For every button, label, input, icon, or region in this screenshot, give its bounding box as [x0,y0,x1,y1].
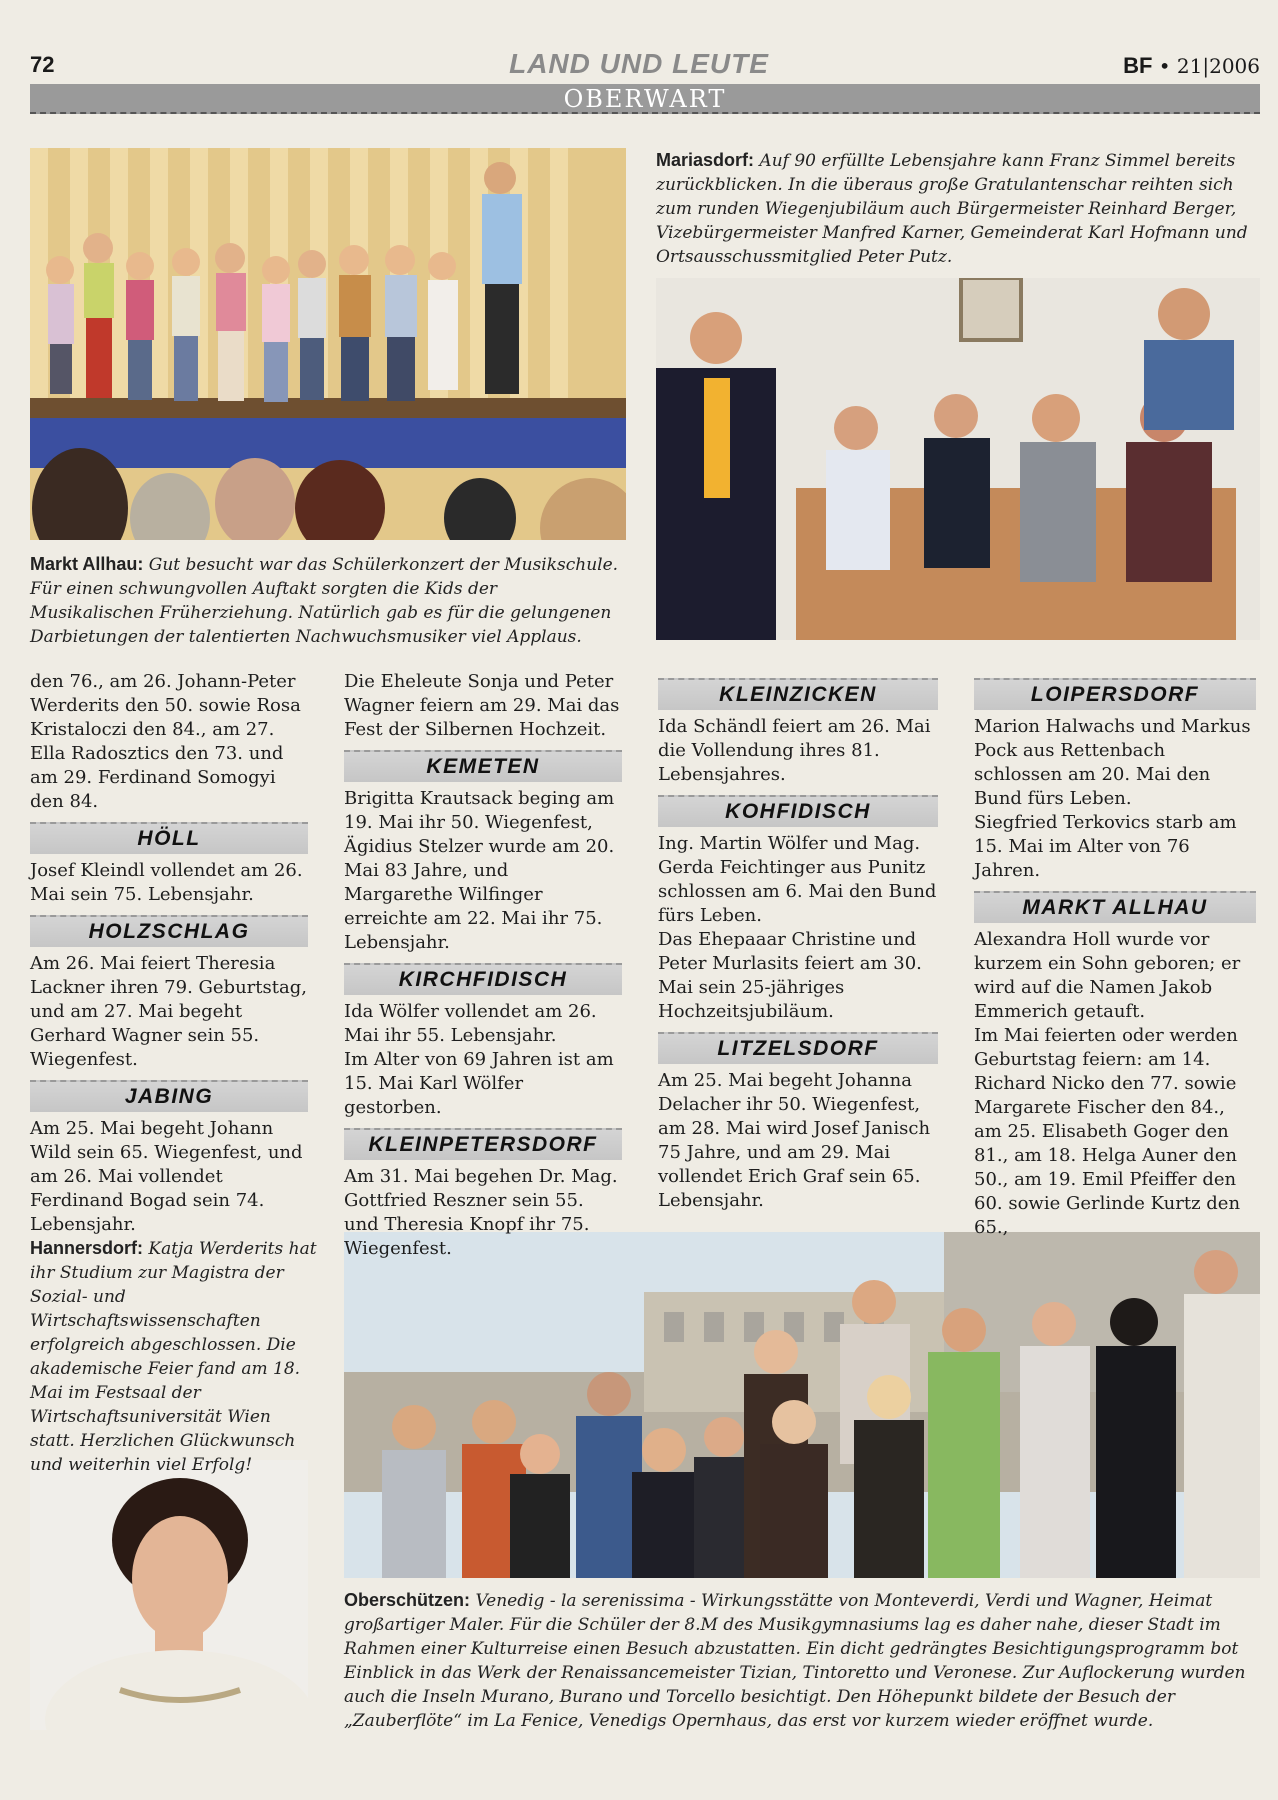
caption-oberschuetzen [344,1588,1254,1733]
article-text: Ida Wölfer vollendet am 26. Mai ihr 55. Lebensjahr. [344,1001,597,1046]
article-text: Am 26. Mai feiert Theresia Lackner ihren 79. Geburtstag, und am 27. Mai begeht Gerhard Wagner sein 55. Wiegenfest. [30,953,307,1070]
section-heading: MARKT ALLHAU [974,891,1256,923]
caption-mariasdorf [656,148,1260,269]
photo-venedig-gruppe [344,1232,1260,1578]
article-text: Alexandra Holl wurde vor kurzem ein Sohn geboren; er wird auf die Namen Jakob Emmerich getauft. [974,929,1241,1022]
photo-schuelerkonzert [30,148,626,540]
article-text: den 76., am 26. Johann-Peter Werderits den 50. sowie Rosa Kristaloczi den 84., am 27. Ella Radosztics den 73. und am 29. Ferdinand Somogyi den 84. [30,671,301,812]
article-text: Josef Kleindl vollendet am 26. Mai sein 75. Lebensjahr. [30,860,303,905]
section-title: LAND UND LEUTE [509,48,769,79]
article-text: Am 25. Mai begeht Johanna Delacher ihr 50. Wiegenfest, am 28. Mai wird Josef Janisch 75 Jahre, und am 29. Mai vollendet Erich Graf sein 65. Lebensjahr. [658,1070,931,1211]
caption-place: Mariasdorf: [656,150,755,170]
section-heading: KLEINPETERSDORF [344,1128,622,1160]
article-text: Am 31. Mai begehen Dr. Mag. Gottfried Reszner sein 55. und Theresia Knopf ihr 75. Wiegenfest. [344,1166,618,1259]
article-text: Ida Schändl feiert am 26. Mai die Vollendung ihres 81. Lebensjahres. [658,716,931,785]
section-heading: KIRCHFIDISCH [344,963,622,995]
article-text: Siegfried Terkovics starb am 15. Mai im Alter von 76 Jahren. [974,812,1237,881]
article-text: Am 25. Mai begeht Johann Wild sein 65. Wiegenfest, und am 26. Mai vollendet Ferdinand Bogad sein 74. Lebensjahr. [30,1118,303,1235]
article-text: Marion Halwachs und Markus Pock aus Rettenbach schlossen am 20. Mai den Bund fürs Leben. [974,716,1251,809]
publication-name: BF [1123,53,1153,78]
article-text: Das Ehepaaar Christine und Peter Murlasits feiert am 30. Mai sein 25-jähriges Hochzeitsjubiläum. [658,929,922,1022]
article-text: Ing. Martin Wölfer und Mag. Gerda Feichtinger aus Punitz schlossen am 6. Mai den Bund fürs Leben. [658,833,937,926]
section-heading: KEMETEN [344,750,622,782]
article-column-3 [658,670,938,1213]
section-heading: LITZELSDORF [658,1032,938,1064]
caption-place: Hannersdorf: [30,1238,144,1258]
region-name: OBERWART [563,85,727,113]
article-column-1 [30,670,308,1237]
caption-text: Venedig - la serenissima - Wirkungsstätte von Monteverdi, Verdi und Wagner, Heimat großartiger Maler. Für die Schüler der 8.M des Musikgymnasiums lag es daher nahe, dieser Stadt im Rahmen einer Kulturreise einen Besuch abzustatten. Ein dicht gedrängtes Besichtigungsprogramm bot Einblick in das Werk der Renaissancemeister Tizian, Tintoretto und Veronese. Zur Auflockerung wurden auch die Inseln Murano, Burano und Torcello besichtigt. Den Höhepunkt bildete der Besuch der „Zauberflöte“ im La Fenice, Venedigs Opernhaus, das erst vor kurzem wieder eröffnet wurde. [344,1591,1246,1731]
section-heading: KLEINZICKEN [658,678,938,710]
article-text: Die Eheleute Sonja und Peter Wagner feiern am 29. Mai das Fest der Silbernen Hochzeit. [344,671,620,740]
section-heading: HOLZSCHLAG [30,915,308,947]
issue-number: 21|2006 [1176,54,1260,78]
caption-hannersdorf [30,1236,320,1477]
article-column-4 [974,670,1256,1240]
section-heading: JABING [30,1080,308,1112]
caption-text: Gut besucht war das Schülerkonzert der Musikschule. Für einen schwungvollen Auftakt sorgten die Kids der Musikalischen Früherziehung. Natürlich gab es für die gelungenen Darbietungen der talentierten Nachwuchsmusiker viel Applaus. [30,555,619,647]
bullet: • [1158,54,1171,78]
article-text: Im Mai feierten oder werden Geburtstag feiern: am 14. Richard Nicko den 77. sowie Margarete Fischer den 84., am 25. Elisabeth Goger den 81., am 18. Helga Auner den 50., am 19. Emil Pfeiffer den 60. sowie Gerlinde Kurtz den 65., [974,1025,1241,1238]
caption-text: Auf 90 erfüllte Lebensjahre kann Franz Simmel bereits zurückblicken. In die überaus große Gratulantenschar reihten sich zum runden Wiegenjubiläum auch Bürgermeister Reinhard Berger, Vizebürgermeister Manfred Karner, Gemeinderat Karl Hofmann und Ortsausschussmitglied Peter Putz. [656,151,1248,267]
region-bar [30,84,1260,114]
caption-markt-allhau [30,552,626,649]
section-heading: LOIPERSDORF [974,678,1256,710]
section-heading: HÖLL [30,822,308,854]
issue-info [1123,53,1260,79]
caption-place: Markt Allhau: [30,554,144,574]
page-number: 72 [30,52,55,77]
photo-geburtstag [656,278,1260,640]
photo-portraet [30,1460,308,1730]
caption-place: Oberschützen: [344,1590,471,1610]
article-column-2 [344,670,622,1261]
caption-text: Katja Werderits hat ihr Studium zur Magistra der Sozial- und Wirtschaftswissenschaften erfolgreich abgeschlossen. Die akademische Feier fand am 18. Mai im Festsaal der Wirtschaftsuniversität Wien statt. Herzlichen Glückwunsch und weiterhin viel Erfolg! [30,1239,317,1475]
article-text: Im Alter von 69 Jahren ist am 15. Mai Karl Wölfer gestorben. [344,1049,614,1118]
section-heading: KOHFIDISCH [658,795,938,827]
article-text: Brigitta Krautsack beging am 19. Mai ihr 50. Wiegenfest, Ägidius Stelzer wurde am 20. Mai 83 Jahre, und Margarethe Wilfinger erreichte am 22. Mai ihr 75. Lebensjahr. [344,788,615,953]
